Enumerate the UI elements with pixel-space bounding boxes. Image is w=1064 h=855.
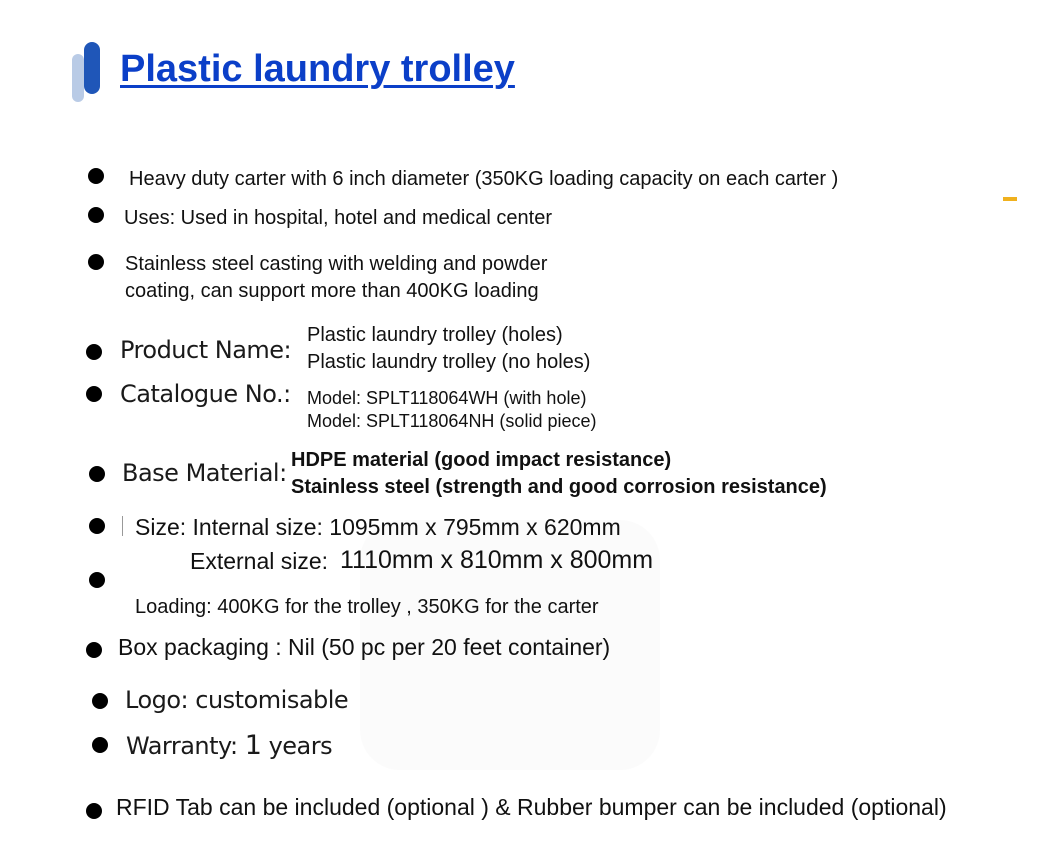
box-packaging: Box packaging : Nil (50 pc per 20 feet container) [118, 634, 611, 660]
logo-customisable: Logo: customisable [125, 686, 349, 714]
bullet-icon [92, 693, 108, 709]
base-material-steel: Stainless steel (strength and good corrosion resistance) [291, 476, 827, 498]
bullet-icon [89, 518, 105, 534]
bullet-icon [86, 803, 102, 819]
bullet-icon [89, 572, 105, 588]
title-accent-bar-dark [84, 42, 100, 94]
feature-steel-line1: Stainless steel casting with welding and powder [125, 253, 548, 275]
catalogue-model-solid: Model: SPLT118064NH (solid piece) [307, 411, 597, 431]
bullet-icon [88, 254, 104, 270]
bullet-icon [86, 386, 102, 402]
catalogue-model-with-hole: Model: SPLT118064WH (with hole) [307, 388, 587, 408]
internal-size: Size: Internal size: 1095mm x 795mm x 620mm [135, 514, 621, 540]
feature-carter: Heavy duty carter with 6 inch diameter (350KG loading capacity on each carter ) [129, 168, 839, 190]
warranty-number: 1 [244, 730, 262, 761]
bullet-icon [88, 207, 104, 223]
warranty [126, 730, 332, 761]
feature-uses: Uses: Used in hospital, hotel and medical center [124, 207, 553, 229]
feature-steel-line2: coating, can support more than 400KG loading [125, 280, 539, 302]
bullet-icon [92, 737, 108, 753]
decorative-mark [1003, 197, 1017, 201]
external-size-label: External size: [190, 548, 329, 574]
product-name-value-holes: Plastic laundry trolley (holes) [307, 324, 563, 346]
bullet-icon [89, 466, 105, 482]
product-name-value-no-holes: Plastic laundry trolley (no holes) [307, 351, 591, 373]
divider-tick [122, 516, 123, 536]
bullet-icon [88, 168, 104, 184]
base-material-label: Base Material: [122, 459, 287, 487]
product-name-label: Product Name: [120, 336, 292, 364]
page-title: Plastic laundry trolley [120, 48, 515, 90]
base-material-hdpe: HDPE material (good impact resistance) [291, 449, 672, 471]
loading-capacity: Loading: 400KG for the trolley , 350KG for the carter [135, 596, 599, 618]
title-accent-bar-light [72, 54, 84, 102]
rfid-bumper-option: RFID Tab can be included (optional ) & Rubber bumper can be included (optional) [116, 794, 947, 820]
external-size-value: 1110mm x 810mm x 800mm [340, 546, 654, 574]
bullet-icon [86, 642, 102, 658]
catalogue-label: Catalogue No.: [120, 380, 291, 408]
bullet-icon [86, 344, 102, 360]
warranty-unit: years [268, 732, 333, 760]
warranty-label: Warranty: [126, 732, 238, 760]
